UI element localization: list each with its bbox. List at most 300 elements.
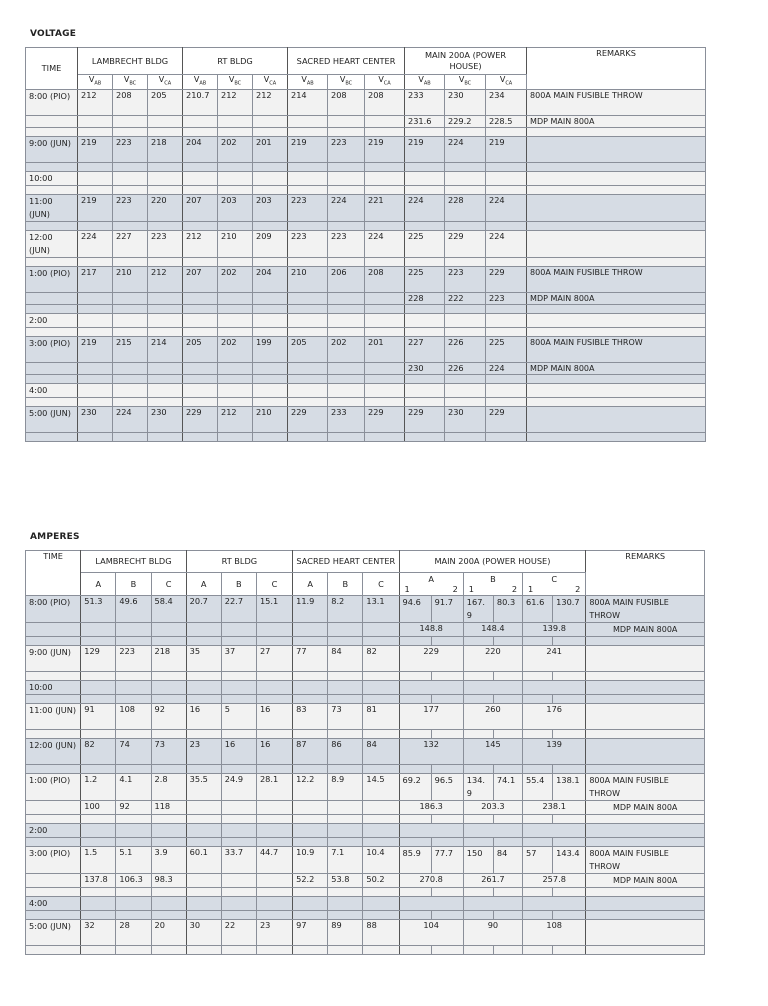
voltage-value-cell: 230	[445, 89, 486, 115]
voltage-empty-cell	[328, 185, 365, 194]
voltage-value-cell	[486, 171, 527, 185]
amperes-main-total-cell: 270.8	[399, 874, 463, 888]
amperes-value-cell: 2.8	[151, 774, 186, 801]
voltage-value-cell	[183, 362, 218, 374]
amperes-empty-cell	[151, 672, 186, 681]
voltage-value-cell: 224	[486, 362, 527, 374]
voltage-empty-cell	[218, 127, 253, 136]
voltage-value-cell: 223	[113, 136, 148, 162]
amperes-value-cell	[256, 801, 292, 815]
voltage-subheader-index: BC	[464, 80, 472, 87]
voltage-empty-cell	[328, 162, 365, 171]
voltage-value-cell: 230	[148, 406, 183, 432]
amperes-main-total-cell	[463, 681, 522, 695]
voltage-empty-cell	[328, 374, 365, 383]
voltage-empty-cell	[26, 185, 78, 194]
amperes-empty-cell	[293, 765, 328, 774]
voltage-remark-cell: 800A MAIN FUSIBLE THROW	[527, 336, 706, 362]
amperes-empty-cell	[328, 888, 363, 897]
voltage-time-cell: 12:00 (JUN)	[26, 230, 78, 257]
amperes-main-split-cell: 57	[523, 847, 553, 874]
voltage-value-cell: 233	[405, 89, 445, 115]
amperes-value-cell	[293, 623, 328, 637]
voltage-value-cell: 234	[486, 89, 527, 115]
voltage-empty-cell	[527, 162, 706, 171]
voltage-value-cell: 224	[486, 194, 527, 221]
voltage-empty-cell	[148, 374, 183, 383]
amperes-main-phase-label: B	[490, 574, 496, 584]
voltage-value-cell: 208	[365, 266, 405, 292]
amperes-row	[26, 681, 705, 695]
amperes-main-sub-2: 2	[575, 584, 581, 594]
voltage-empty-cell	[253, 374, 288, 383]
amperes-empty-cell	[399, 815, 431, 824]
voltage-group-header-rt: RT BLDG	[183, 48, 288, 75]
amperes-main-total-cell: 241	[523, 646, 586, 672]
voltage-value-cell: 205	[288, 336, 328, 362]
voltage-remark-cell	[527, 383, 706, 397]
voltage-value-cell: 212	[183, 230, 218, 257]
voltage-value-cell	[405, 313, 445, 327]
voltage-empty-cell	[253, 221, 288, 230]
voltage-value-cell	[218, 383, 253, 397]
amperes-value-cell: 3.9	[151, 847, 186, 874]
amperes-value-cell	[221, 824, 256, 838]
amperes-empty-cell	[81, 815, 116, 824]
amperes-empty-cell	[431, 672, 463, 681]
amperes-value-cell: 118	[151, 801, 186, 815]
voltage-empty-cell	[527, 327, 706, 336]
amperes-value-cell: 20	[151, 920, 186, 946]
voltage-value-cell	[113, 313, 148, 327]
voltage-value-cell: 208	[365, 89, 405, 115]
amperes-empty-cell	[81, 911, 116, 920]
amperes-empty-cell	[81, 946, 116, 955]
amperes-value-cell: 86	[328, 739, 363, 765]
voltage-value-cell: 208	[113, 89, 148, 115]
voltage-value-cell: 230	[405, 362, 445, 374]
voltage-spacer-row	[26, 257, 706, 266]
voltage-empty-cell	[253, 327, 288, 336]
amperes-value-cell	[293, 681, 328, 695]
amperes-empty-cell	[151, 911, 186, 920]
voltage-value-cell: 229	[288, 406, 328, 432]
amperes-empty-cell	[493, 815, 522, 824]
voltage-time-cell: 11:00 (JUN)	[26, 194, 78, 221]
voltage-value-cell: 219	[78, 194, 113, 221]
voltage-row	[26, 313, 706, 327]
amperes-empty-cell	[328, 672, 363, 681]
voltage-value-cell: 212	[218, 406, 253, 432]
amperes-row	[26, 874, 705, 888]
voltage-value-cell	[113, 383, 148, 397]
amperes-empty-cell	[26, 911, 81, 920]
voltage-value-cell	[78, 362, 113, 374]
voltage-empty-cell	[148, 127, 183, 136]
voltage-empty-cell	[148, 257, 183, 266]
amperes-main-phase-header	[463, 573, 522, 596]
voltage-empty-cell	[445, 374, 486, 383]
voltage-empty-cell	[405, 162, 445, 171]
voltage-title: VOLTAGE	[30, 29, 77, 39]
amperes-empty-cell	[81, 838, 116, 847]
amperes-value-cell	[116, 623, 151, 637]
voltage-value-cell	[78, 115, 113, 127]
amperes-main-split-cell: 85.9	[399, 847, 431, 874]
voltage-empty-cell	[148, 162, 183, 171]
voltage-empty-cell	[113, 327, 148, 336]
voltage-row	[26, 336, 706, 362]
voltage-empty-cell	[328, 221, 365, 230]
amperes-empty-cell	[493, 838, 522, 847]
amperes-value-cell: 20.7	[186, 596, 221, 623]
voltage-value-cell: 229	[486, 266, 527, 292]
amperes-value-cell: 16	[186, 704, 221, 730]
voltage-empty-cell	[78, 397, 113, 406]
voltage-value-cell	[328, 292, 365, 304]
amperes-phase-header: B	[221, 573, 256, 596]
amperes-value-cell: 1.2	[81, 774, 116, 801]
voltage-empty-cell	[527, 432, 706, 441]
amperes-value-cell: 129	[81, 646, 116, 672]
amperes-main-sub-2: 2	[452, 584, 458, 594]
voltage-empty-cell	[78, 257, 113, 266]
amperes-value-cell	[221, 801, 256, 815]
amperes-value-cell: 108	[116, 704, 151, 730]
voltage-empty-cell	[78, 327, 113, 336]
amperes-row	[26, 596, 705, 623]
voltage-value-cell: 223	[486, 292, 527, 304]
amperes-remark-cell	[586, 824, 705, 838]
amperes-empty-cell	[523, 911, 553, 920]
voltage-spacer-row	[26, 432, 706, 441]
amperes-main-split-cell: 143.4	[553, 847, 586, 874]
amperes-empty-cell	[463, 946, 493, 955]
amperes-empty-cell	[81, 672, 116, 681]
voltage-value-cell	[78, 292, 113, 304]
voltage-value-cell	[328, 313, 365, 327]
voltage-empty-cell	[183, 185, 218, 194]
amperes-empty-cell	[493, 946, 522, 955]
amperes-value-cell	[328, 824, 363, 838]
amperes-empty-cell	[363, 765, 399, 774]
voltage-empty-cell	[527, 304, 706, 313]
voltage-empty-cell	[328, 127, 365, 136]
amperes-main-total-cell	[463, 824, 522, 838]
amperes-main-total-cell: 176	[523, 704, 586, 730]
voltage-value-cell	[365, 292, 405, 304]
voltage-spacer-row	[26, 327, 706, 336]
amperes-main-phase-header	[523, 573, 586, 596]
voltage-value-cell: 227	[113, 230, 148, 257]
amperes-empty-cell	[553, 946, 586, 955]
voltage-remark-cell: 800A MAIN FUSIBLE THROW	[527, 89, 706, 115]
amperes-spacer-row	[26, 838, 705, 847]
amperes-value-cell: 92	[151, 704, 186, 730]
voltage-empty-cell	[328, 327, 365, 336]
voltage-remark-cell	[527, 171, 706, 185]
voltage-empty-cell	[445, 162, 486, 171]
voltage-value-cell	[405, 383, 445, 397]
voltage-value-cell: 210	[113, 266, 148, 292]
amperes-group-header-rt: RT BLDG	[186, 551, 292, 573]
amperes-empty-cell	[26, 888, 81, 897]
amperes-main-total-cell: 220	[463, 646, 522, 672]
amperes-empty-cell	[586, 637, 705, 646]
voltage-value-cell	[253, 171, 288, 185]
amperes-row	[26, 774, 705, 801]
voltage-value-cell: 206	[328, 266, 365, 292]
voltage-value-cell: 229	[183, 406, 218, 432]
amperes-empty-cell	[256, 911, 292, 920]
amperes-empty-cell	[256, 838, 292, 847]
voltage-spacer-row	[26, 304, 706, 313]
voltage-empty-cell	[148, 185, 183, 194]
amperes-empty-cell	[116, 765, 151, 774]
voltage-empty-cell	[527, 257, 706, 266]
voltage-row	[26, 362, 706, 374]
voltage-value-cell	[253, 383, 288, 397]
voltage-value-cell	[328, 383, 365, 397]
voltage-empty-cell	[78, 162, 113, 171]
amperes-main-total-cell	[523, 897, 586, 911]
amperes-empty-cell	[431, 730, 463, 739]
amperes-phase-header: C	[151, 573, 186, 596]
amperes-row	[26, 739, 705, 765]
amperes-empty-cell	[186, 838, 221, 847]
voltage-time-cell: 1:00 (PIO)	[26, 266, 78, 292]
voltage-value-cell: 224	[328, 194, 365, 221]
amperes-empty-cell	[586, 815, 705, 824]
voltage-empty-cell	[405, 374, 445, 383]
amperes-empty-cell	[463, 672, 493, 681]
voltage-subheader-cell	[328, 75, 365, 90]
amperes-value-cell	[116, 824, 151, 838]
amperes-empty-cell	[363, 946, 399, 955]
voltage-subheader-index: CA	[383, 80, 391, 87]
amperes-empty-cell	[523, 672, 553, 681]
voltage-empty-cell	[253, 304, 288, 313]
amperes-value-cell: 73	[151, 739, 186, 765]
voltage-value-cell: 222	[445, 292, 486, 304]
voltage-value-cell	[288, 171, 328, 185]
amperes-value-cell: 5	[221, 704, 256, 730]
voltage-time-cell: 4:00	[26, 383, 78, 397]
amperes-remark-cell	[586, 920, 705, 946]
amperes-empty-cell	[399, 838, 431, 847]
amperes-empty-cell	[553, 730, 586, 739]
amperes-empty-cell	[256, 672, 292, 681]
voltage-group-header-lambrecht: LAMBRECHT BLDG	[78, 48, 183, 75]
amperes-empty-cell	[221, 838, 256, 847]
amperes-row	[26, 704, 705, 730]
amperes-empty-cell	[256, 730, 292, 739]
amperes-empty-cell	[256, 637, 292, 646]
amperes-empty-cell	[399, 730, 431, 739]
amperes-empty-cell	[553, 888, 586, 897]
voltage-value-cell: 202	[218, 336, 253, 362]
amperes-empty-cell	[116, 911, 151, 920]
amperes-main-subcols	[467, 584, 519, 594]
voltage-subheader-index: AB	[199, 80, 207, 87]
voltage-empty-cell	[78, 304, 113, 313]
voltage-value-cell: 212	[218, 89, 253, 115]
amperes-value-cell: 37	[221, 646, 256, 672]
amperes-value-cell	[363, 681, 399, 695]
voltage-subheader-cell	[78, 75, 113, 90]
amperes-empty-cell	[363, 838, 399, 847]
amperes-value-cell	[81, 824, 116, 838]
voltage-value-cell: 224	[405, 194, 445, 221]
voltage-value-cell: 229.2	[445, 115, 486, 127]
voltage-empty-cell	[253, 127, 288, 136]
voltage-empty-cell	[26, 162, 78, 171]
voltage-time-cell: 9:00 (JUN)	[26, 136, 78, 162]
amperes-spacer-row	[26, 911, 705, 920]
voltage-empty-cell	[365, 257, 405, 266]
amperes-empty-cell	[328, 730, 363, 739]
voltage-value-cell: 219	[78, 136, 113, 162]
amperes-empty-cell	[293, 815, 328, 824]
amperes-time-cell	[26, 801, 81, 815]
amperes-empty-cell	[256, 815, 292, 824]
voltage-empty-cell	[445, 221, 486, 230]
voltage-value-cell: 219	[486, 136, 527, 162]
amperes-empty-cell	[463, 730, 493, 739]
amperes-remarks-header: REMARKS	[586, 551, 705, 596]
amperes-phase-header: A	[293, 573, 328, 596]
voltage-value-cell	[148, 313, 183, 327]
voltage-subheader-label: V	[158, 75, 165, 84]
amperes-empty-cell	[81, 695, 116, 704]
voltage-empty-cell	[486, 397, 527, 406]
voltage-empty-cell	[486, 327, 527, 336]
voltage-empty-cell	[113, 221, 148, 230]
amperes-value-cell: 22	[221, 920, 256, 946]
amperes-empty-cell	[81, 637, 116, 646]
voltage-subheader-cell	[288, 75, 328, 90]
amperes-empty-cell	[256, 765, 292, 774]
amperes-value-cell: 44.7	[256, 847, 292, 874]
voltage-value-cell: 210	[253, 406, 288, 432]
voltage-value-cell: 205	[183, 336, 218, 362]
voltage-value-cell: 203	[253, 194, 288, 221]
voltage-value-cell: 204	[183, 136, 218, 162]
amperes-empty-cell	[431, 888, 463, 897]
amperes-value-cell: 27	[256, 646, 292, 672]
amperes-main-split-cell: 74.1	[493, 774, 522, 801]
voltage-value-cell: 229	[365, 406, 405, 432]
amperes-main-total-cell: 108	[523, 920, 586, 946]
amperes-time-cell: 8:00 (PIO)	[26, 596, 81, 623]
amperes-spacer-row	[26, 730, 705, 739]
amperes-empty-cell	[221, 672, 256, 681]
voltage-subheader-cell	[365, 75, 405, 90]
amperes-value-cell: 81	[363, 704, 399, 730]
voltage-empty-cell	[288, 304, 328, 313]
amperes-main-split-cell: 167.9	[463, 596, 493, 623]
voltage-empty-cell	[183, 127, 218, 136]
voltage-value-cell: 224	[486, 230, 527, 257]
voltage-value-cell: 229	[405, 406, 445, 432]
amperes-remark-cell	[586, 646, 705, 672]
voltage-empty-cell	[148, 221, 183, 230]
amperes-value-cell: 12.2	[293, 774, 328, 801]
amperes-time-cell: 12:00 (JUN)	[26, 739, 81, 765]
amperes-empty-cell	[463, 637, 493, 646]
amperes-empty-cell	[523, 815, 553, 824]
amperes-value-cell	[221, 874, 256, 888]
voltage-subheader-index: CA	[269, 80, 277, 87]
amperes-time-cell: 4:00	[26, 897, 81, 911]
voltage-row	[26, 406, 706, 432]
amperes-empty-cell	[186, 637, 221, 646]
voltage-subheader-index: AB	[423, 80, 431, 87]
voltage-empty-cell	[365, 221, 405, 230]
voltage-value-cell: 219	[405, 136, 445, 162]
amperes-empty-cell	[116, 695, 151, 704]
voltage-empty-cell	[113, 304, 148, 313]
voltage-empty-cell	[445, 304, 486, 313]
voltage-value-cell: 224	[78, 230, 113, 257]
amperes-empty-cell	[328, 815, 363, 824]
voltage-value-cell: 212	[78, 89, 113, 115]
amperes-value-cell	[363, 623, 399, 637]
voltage-spacer-row	[26, 374, 706, 383]
voltage-empty-cell	[486, 127, 527, 136]
amperes-value-cell: 1.5	[81, 847, 116, 874]
voltage-value-cell: 219	[365, 136, 405, 162]
voltage-empty-cell	[26, 257, 78, 266]
amperes-value-cell	[293, 897, 328, 911]
amperes-main-subcols	[526, 584, 582, 594]
voltage-empty-cell	[218, 432, 253, 441]
voltage-value-cell: 207	[183, 266, 218, 292]
amperes-main-total-cell: 261.7	[463, 874, 522, 888]
amperes-empty-cell	[116, 637, 151, 646]
amperes-empty-cell	[116, 672, 151, 681]
voltage-time-cell: 5:00 (JUN)	[26, 406, 78, 432]
amperes-row	[26, 623, 705, 637]
amperes-value-cell: 16	[221, 739, 256, 765]
voltage-empty-cell	[183, 397, 218, 406]
amperes-value-cell	[81, 623, 116, 637]
amperes-empty-cell	[586, 911, 705, 920]
voltage-value-cell	[253, 362, 288, 374]
amperes-empty-cell	[399, 946, 431, 955]
amperes-value-cell	[256, 824, 292, 838]
amperes-empty-cell	[463, 888, 493, 897]
voltage-empty-cell	[288, 432, 328, 441]
voltage-time-cell: 3:00 (PIO)	[26, 336, 78, 362]
amperes-value-cell: 89	[328, 920, 363, 946]
amperes-value-cell	[186, 874, 221, 888]
amperes-main-total-cell: 238.1	[523, 801, 586, 815]
amperes-main-total-cell: 139	[523, 739, 586, 765]
amperes-value-cell: 137.8	[81, 874, 116, 888]
voltage-subheader-cell	[148, 75, 183, 90]
amperes-value-cell	[151, 824, 186, 838]
amperes-main-total-cell: 229	[399, 646, 463, 672]
voltage-empty-cell	[26, 374, 78, 383]
amperes-value-cell	[186, 681, 221, 695]
amperes-empty-cell	[493, 765, 522, 774]
voltage-value-cell: 228.5	[486, 115, 527, 127]
voltage-value-cell	[365, 171, 405, 185]
amperes-value-cell: 51.3	[81, 596, 116, 623]
amperes-value-cell: 8.9	[328, 774, 363, 801]
voltage-value-cell: 224	[365, 230, 405, 257]
